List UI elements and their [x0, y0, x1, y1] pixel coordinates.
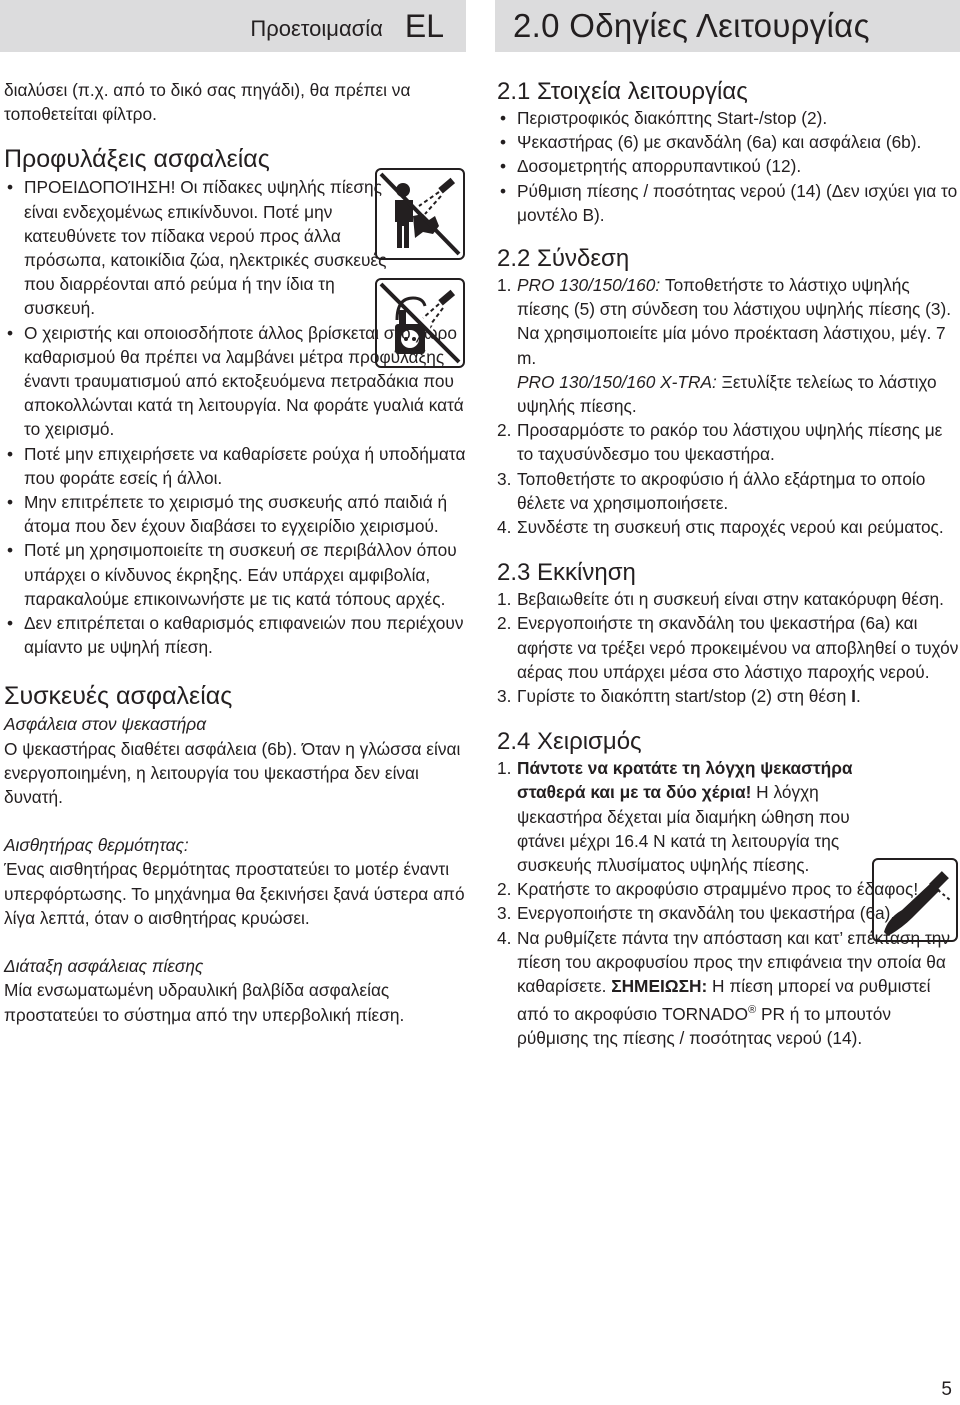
warning-label: ΠΡΟΕΙΔΟΠΟΊΗΣΗ! — [24, 177, 176, 198]
gun-safety-text: Ο ψεκαστήρας διαθέτει ασφάλεια (6b). Όταν η γλώσσα είναι ενεργοποιημένη, η λειτουργία του ψεκαστήρα δεν είναι δυνατή. — [4, 738, 461, 808]
list-item — [497, 106, 960, 130]
position-value: I — [851, 686, 856, 707]
list-item-text: Ο χειριστής και οποιοσδήποτε άλλος βρίσκεται στο χώρο καθαρισμού θα πρέπει να λαμβάνει μέτρα προφύλαξης έναντι τραυματισμού από εκτοξευόμενα πετραδάκια που αποκολλώνται κατά τη λειτουργία. Να φοράτε γυαλιά κατά το χειρισμό. — [24, 322, 464, 440]
list-item-text: Συνδέστε τη συσκευή στις παροχές νερού και ρεύματος. — [517, 517, 944, 538]
list-item-text: Περιστροφικός διακόπτης Start-/stop (2). — [517, 108, 828, 128]
list-item: 2. Κρατήστε το ακροφύσιο στραμμένο προς το έδαφος! — [497, 879, 919, 900]
list-item-text: Να ρυθμίζετε πάντα την απόσταση και κατ’ επέκταση την πίεση του ακροφυσίου προς την επιφάνεια την οποία θα καθαρίσετε. — [517, 927, 951, 997]
operation-steps — [497, 756, 960, 1050]
header-left — [0, 0, 466, 52]
pressure-valve-text: Μία ενσωματωμένη υδραυλική βαλβίδα ασφαλείας προστατεύει το σύστημα από την υπερβολική πίεση. — [4, 980, 405, 1025]
thermal-sensor-subtitle: Αισθητήρας θερμότητας: — [4, 835, 189, 856]
list-item-text: Η πίεση μπορεί να ρυθμιστεί από το ακροφύσιο TORNADO — [517, 976, 931, 1025]
list-item-text: Ενεργοποιήστε τη σκανδάλη του ψεκαστήρα (6a) και αφήστε να τρέξει νερό προκειμένου να αποβληθεί ο τυχόν αέρας που υπάρχει μέσα στο λάστιχο παροχής νερού. — [517, 613, 959, 682]
warning-text: Οι πίδακες υψηλής πίεσης είναι ενδεχομένως επικίνδυνοι. Ποτέ μην κατευθύνετε τον πίδακα νερού προς άλλα πρόσωπα, κατοικίδια ζώα, ηλεκτρικές συσκευές που διαρρέονται από ρεύμα ή την ίδια τη συσκευή. — [24, 177, 387, 319]
model-label: PRO 130/150/160: — [517, 275, 661, 296]
section-2-1-title: 2.1 Στοιχεία λειτουργίας — [497, 78, 748, 105]
precautions-list — [4, 175, 468, 659]
list-item-text: Ποτέ μη χρησιμοποιείτε τη συσκευή σε περιβάλλον όπου υπάρχει ο κίνδυνος έκρηξης. Εάν υπάρχει αμφιβολία, παρακαλούμε επικοινωνήστε με τις κατά τόπους αρχές. — [24, 540, 457, 609]
chapter-title: 2.0 Οδηγίες Λειτουργίας — [513, 7, 870, 44]
list-item — [497, 130, 960, 154]
thermal-sensor-text: Ένας αισθητήρας θερμότητας προστατεύει το μοτέρ έναντι υπερφόρτωσης. Το μηχάνημα θα ξεκινήσει ξανά ύστερα από λίγα λεπτά, όταν ο αισθητήρας κρυώσει. — [4, 859, 465, 928]
gun-safety-subtitle: Ασφάλεια στον ψεκαστήρα — [4, 714, 207, 735]
section-2-3-title: 2.3 Εκκίνηση — [497, 559, 636, 587]
safety-devices-title: Συσκευές ασφαλείας — [4, 682, 233, 711]
list-item: 2. Ενεργοποιήστε τη σκανδάλη του ψεκαστήρα (6a) και αφήστε να τρέξει νερό προκειμένου να αποβληθεί ο τυχόν αέρας που υπάρχει μέσα στο λάστιχο παροχής νερού. — [497, 613, 959, 682]
list-item-text: Ποτέ μην επιχειρήσετε να καθαρίσετε ρούχα ή υποδήματα που φοράτε εσείς ή άλλοι. — [24, 443, 466, 488]
list-item: 3. Ενεργοποιήστε τη σκανδάλη του ψεκαστήρα (6a). — [497, 903, 896, 924]
list-item-text: Ψεκαστήρας (6) με σκανδάλη (6a) και ασφάλεια (6b). — [517, 132, 922, 153]
page-number: 5 — [941, 1379, 952, 1400]
list-item-text: Τοποθετήστε το ακροφύσιο ή άλλο εξάρτημα το οποίο θέλετε να χρησιμοποιήσετε. — [517, 468, 926, 513]
list-item: 3. Τοποθετήστε το ακροφύσιο ή άλλο εξάρτημα το οποίο θέλετε να χρησιμοποιήσετε. — [497, 468, 926, 513]
list-item — [4, 321, 468, 442]
header-section-title: Προετοιμασία — [250, 16, 383, 41]
connection-steps — [497, 273, 960, 539]
list-item-text: Ενεργοποιήστε τη σκανδάλη του ψεκαστήρα (6a). — [517, 903, 896, 924]
section-2-2-title: 2.2 Σύνδεση — [497, 245, 630, 273]
list-item-text: Προσαρμόστε το ρακόρ του λάστιχου υψηλής πίεσης με το ταχυσύνδεσμο του ψεκαστήρα. — [517, 420, 943, 465]
pressure-valve-subtitle: Διάταξη ασφάλειας πίεσης — [4, 956, 204, 977]
list-item-text: PR ή το μπουτόν ρύθμισης της πίεσης / ποσότητας νερού (14). — [517, 1004, 891, 1049]
list-item-text: Γυρίστε το διακόπτη start/stop (2) στη θέση — [517, 686, 852, 707]
list-item — [4, 538, 468, 611]
startup-steps — [497, 587, 960, 708]
list-item — [4, 442, 468, 490]
list-item — [497, 179, 960, 227]
list-item: 4. Συνδέστε τη συσκευή στις παροχές νερού και ρεύματος. — [497, 517, 944, 538]
list-item-text: Μην επιτρέπετε το χειρισμό της συσκευής από παιδιά ή άτομα που δεν έχουν διαβάσει το εγχειρίδιο χειρισμού. — [24, 492, 448, 537]
controls-list — [497, 106, 960, 227]
list-item: 1. Βεβαιωθείτε ότι η συσκευή είναι στην κατακόρυφη θέση. — [497, 589, 944, 610]
warning-label: Πάντοτε να κρατάτε τη λόγχη ψεκαστήρα σταθερά και με τα δύο χέρια! — [517, 758, 853, 803]
list-item-text: Ρύθμιση πίεσης / ποσότητας νερού (14) (Δεν ισχύει για το μοντέλο B). — [517, 180, 958, 225]
right-column — [497, 78, 960, 1050]
note-label: ΣΗΜΕΙΩΣΗ: — [611, 976, 708, 997]
list-item: 4. Να ρυθμίζετε πάντα την απόσταση και κατ’ επέκταση την πίεση του ακροφυσίου προς την επιφάνεια την οποία θα καθαρίσετε. ΣΗΜΕΙΩΣΗ: Η πίεση μπορεί να ρυθμιστεί από το ακροφύσιο TORNADO® PR ή το μπουτόν ρύθμισης της πίεσης / ποσότητας νερού (14). — [497, 927, 951, 1049]
header-right — [495, 0, 960, 52]
list-item — [497, 154, 960, 178]
list-item: 1. Πάντοτε να κρατάτε τη λόγχη ψεκαστήρα σταθερά και με τα δύο χέρια! Η λόγχη ψεκαστήρα δέχεται μία διαμήκη ώθηση που φτάνει μέχρι 16.4 N κατά τη λειτουργία της συσκευής πλυσίματος υψηλής πίεσης. — [497, 758, 853, 876]
registered-mark: ® — [748, 1004, 757, 1017]
list-item: 2. Προσαρμόστε το ρακόρ του λάστιχου υψηλής πίεσης με το ταχυσύνδεσμο του ψεκαστήρα. — [497, 420, 943, 465]
list-item-text: Δεν επιτρέπεται ο καθαρισμός επιφανειών που περιέχουν αμίαντο με υψηλή πίεση. — [24, 613, 464, 658]
list-item-text: Δοσομετρητής απορρυπαντικού (12). — [517, 156, 802, 177]
list-item-text: Η λόγχη ψεκαστήρα δέχεται μία διαμήκη ώθηση που φτάνει μέχρι 16.4 N κατά τη λειτουργία της συσκευής πλυσίματος υψηλής πίεσης. — [517, 782, 850, 876]
list-item — [4, 490, 468, 538]
intro-text: διαλύσει (π.χ. από το δικό σας πηγάδι), θα πρέπει να τοποθετείται φίλτρο. — [4, 80, 411, 125]
list-item — [4, 611, 468, 659]
left-column — [4, 78, 468, 1027]
header-lang-code: EL — [404, 7, 444, 44]
section-2-4-title: 2.4 Χειρισμός — [497, 728, 642, 756]
precautions-title: Προφυλάξεις ασφαλείας — [4, 145, 270, 174]
list-item-text: Ξετυλίξτε τελείως το λάστιχο υψηλής πίεσης. — [517, 371, 937, 417]
list-item-text: Κρατήστε το ακροφύσιο στραμμένο προς το έδαφος! — [517, 879, 919, 900]
list-item: 3. Γυρίστε το διακόπτη start/stop (2) στη θέση I. — [497, 686, 861, 707]
list-item — [4, 175, 392, 320]
list-item-text: Βεβαιωθείτε ότι η συσκευή είναι στην κατακόρυφη θέση. — [517, 589, 944, 610]
list-item-text: Να χρησιμοποιείτε μία μόνο προέκταση λάστιχου, μέγ. 7 m. — [517, 323, 946, 368]
list-item-text: Τοποθετήστε το λάστιχο υψηλής πίεσης (5) στη σύνδεση του λάστιχου υψηλής πίεσης (3). — [517, 275, 952, 320]
model-label: PRO 130/150/160 X-TRA: — [517, 371, 717, 392]
list-item: 1. PRO 130/150/160: Τοποθετήστε το λάστιχο υψηλής πίεσης (5) στη σύνδεση του λάστιχου υψηλής πίεσης (3). Να χρησιμοποιείτε μία μόνο προέκταση λάστιχου, μέγ. 7 m. PRO 130/150/160 X-TRA: Ξετυλίξτε τελείως το λάστιχο υψηλής πίεσης. — [497, 275, 952, 417]
